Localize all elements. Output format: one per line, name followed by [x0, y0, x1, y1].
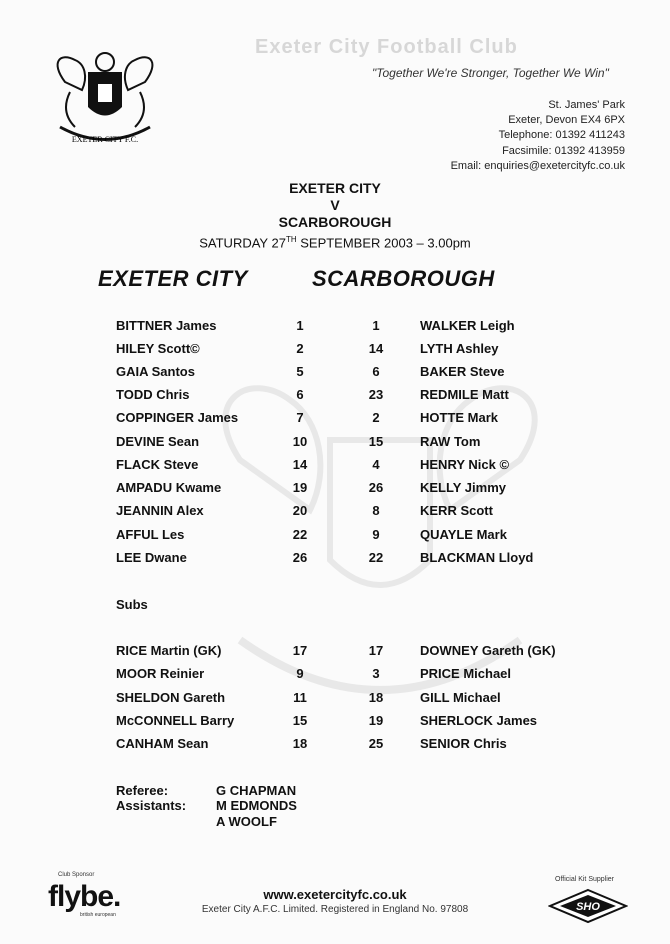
away-player-number: 23	[368, 387, 384, 402]
home-player-number: 19	[292, 480, 308, 495]
away-player-number: 22	[368, 550, 384, 565]
home-player-number: 1	[296, 318, 304, 333]
club-crest-icon	[40, 42, 170, 152]
fixture-date	[0, 231, 670, 251]
crest-text: EXETER CITY F.C.	[71, 135, 139, 144]
home-player-name: FLACK Steve	[116, 457, 199, 472]
home-sub-number: 15	[292, 713, 308, 728]
subs-label: Subs	[116, 597, 148, 612]
fixture-home: EXETER CITY	[289, 180, 381, 196]
home-player-number: 26	[292, 550, 308, 565]
away-sub-number: 19	[368, 713, 384, 728]
date-suffix-sup: TH	[285, 235, 297, 244]
away-player-number: 26	[368, 480, 384, 495]
away-player-number: 9	[372, 527, 380, 542]
masthead-title: Exeter City Football Club	[255, 36, 518, 58]
away-sub-number: 17	[368, 643, 384, 658]
away-sub-name: SHERLOCK James	[420, 713, 538, 728]
referee-label: Referee:	[116, 783, 169, 798]
away-player-name: WALKER Leigh	[420, 318, 515, 333]
home-player-name: JEANNIN Alex	[116, 503, 204, 518]
home-player-name: AMPADU Kwame	[116, 480, 222, 495]
away-player-number: 1	[372, 318, 380, 333]
home-sub-name: RICE Martin (GK)	[116, 643, 222, 658]
home-player-name: DEVINE Sean	[116, 434, 200, 449]
away-sub-name: SENIOR Chris	[420, 736, 507, 751]
referee-name: G CHAPMAN	[216, 783, 297, 798]
home-sub-number: 17	[292, 643, 308, 658]
away-player-number: 2	[372, 410, 380, 425]
away-player-name: LYTH Ashley	[420, 341, 499, 356]
home-sub-name: CANHAM Sean	[116, 736, 209, 751]
fixture-versus: V	[330, 197, 340, 213]
away-player-name: HENRY Nick ©	[420, 457, 510, 472]
sho-kit-logo-icon	[548, 888, 628, 924]
registration-text: Exeter City A.F.C. Limited. Registered in England No. 97808	[201, 904, 469, 915]
home-sub-number: 9	[296, 666, 304, 681]
home-player-number: 2	[296, 341, 304, 356]
assistant-name: M EDMONDS	[216, 798, 297, 813]
away-player-number: 4	[372, 457, 380, 472]
away-sub-name: PRICE Michael	[420, 666, 512, 681]
email-line: Email: enquiries@exetercityfc.co.uk	[450, 159, 625, 172]
home-player-number: 10	[292, 434, 308, 449]
fixture-block	[0, 180, 670, 251]
away-player-number: 6	[372, 364, 380, 379]
date-suffix: SEPTEMBER 2003 – 3.00pm	[296, 235, 471, 251]
away-player-name: RAW Tom	[420, 434, 481, 449]
home-player-name: HILEY Scott©	[116, 341, 200, 356]
away-player-name: HOTTE Mark	[420, 410, 499, 425]
kit-supplier-label: Official Kit Supplier	[555, 876, 615, 883]
home-player-name: LEE Dwane	[116, 550, 187, 565]
home-player-number: 5	[296, 364, 304, 379]
home-player-name: TODD Chris	[116, 387, 190, 402]
away-player-name: REDMILE Matt	[420, 387, 509, 402]
away-player-name: KELLY Jimmy	[420, 480, 506, 495]
home-player-number: 7	[296, 410, 304, 425]
assistants-label: Assistants:	[116, 798, 187, 813]
home-player-name: AFFUL Les	[116, 527, 185, 542]
away-player-number: 15	[368, 434, 384, 449]
home-player-name: GAIA Santos	[116, 364, 195, 379]
away-sub-number: 25	[368, 736, 384, 751]
away-sub-number: 18	[368, 690, 384, 705]
sho-logo-text: SHO	[576, 901, 600, 913]
away-player-number: 8	[372, 503, 380, 518]
home-player-number: 14	[292, 457, 308, 472]
assistant-name: A WOOLF	[216, 814, 277, 829]
club-address	[451, 98, 625, 174]
home-sub-name: McCONNELL Barry	[116, 713, 235, 728]
flybe-logo: flybe.	[48, 880, 121, 913]
address-line: Exeter, Devon EX4 6PX	[508, 114, 625, 127]
fixture-away: SCARBOROUGH	[278, 214, 392, 230]
home-sub-name: SHELDON Gareth	[116, 690, 226, 705]
fax-line: Facsimile: 01392 413959	[502, 144, 625, 157]
home-player-number: 6	[296, 387, 304, 402]
away-sub-name: GILL Michael	[420, 690, 501, 705]
away-player-name: BLACKMAN Lloyd	[420, 550, 534, 565]
home-team-heading: EXETER CITY	[98, 266, 248, 291]
away-sub-name: DOWNEY Gareth (GK)	[420, 643, 556, 658]
home-sub-number: 11	[293, 690, 307, 705]
date-prefix: SATURDAY 27	[199, 235, 286, 251]
home-player-number: 22	[292, 527, 308, 542]
flybe-subtitle: british european	[80, 912, 116, 918]
away-team-heading: SCARBOROUGH	[312, 266, 495, 291]
sponsor-label: Club Sponsor	[58, 872, 95, 878]
away-player-name: KERR Scott	[420, 503, 493, 518]
telephone-line: Telephone: 01392 411243	[498, 129, 625, 142]
home-player-name: COPPINGER James	[116, 410, 239, 425]
home-player-number: 20	[292, 503, 308, 518]
away-player-name: QUAYLE Mark	[420, 527, 507, 542]
away-player-name: BAKER Steve	[420, 364, 505, 379]
home-sub-name: MOOR Reinier	[116, 666, 205, 681]
club-website-link[interactable]: www.exetercityfc.co.uk	[263, 887, 407, 902]
address-line: St. James' Park	[548, 99, 625, 111]
away-sub-number: 3	[372, 666, 380, 681]
away-player-number: 14	[368, 341, 384, 356]
club-motto: "Together We're Stronger, Together We Win"	[372, 66, 609, 80]
home-sub-number: 18	[292, 736, 308, 751]
home-player-name: BITTNER James	[116, 318, 217, 333]
